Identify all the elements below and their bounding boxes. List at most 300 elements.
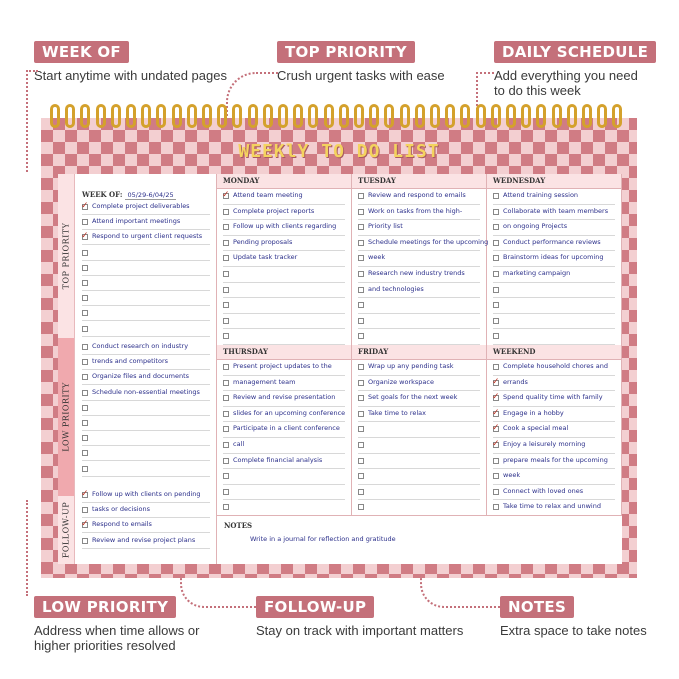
- check-mark-icon: ✓: [492, 391, 500, 402]
- task-text[interactable]: Wrap up any pending task: [368, 362, 454, 370]
- checkbox[interactable]: [358, 302, 364, 308]
- task-row: [82, 370, 210, 385]
- task-text[interactable]: Schedule non-essential meetings: [92, 387, 200, 396]
- checkbox[interactable]: [223, 364, 229, 370]
- checkbox[interactable]: [493, 504, 499, 510]
- task-row: [223, 251, 345, 267]
- spiral-ring: [612, 104, 622, 128]
- task-text[interactable]: week: [368, 253, 386, 262]
- task-row: [82, 488, 210, 503]
- spiral-ring: [202, 104, 212, 128]
- callout-tag: FOLLOW-UP: [256, 596, 374, 618]
- task-row: [223, 407, 345, 423]
- checkbox[interactable]: [82, 374, 88, 380]
- spiral-ring: [415, 104, 425, 128]
- checkbox[interactable]: [493, 473, 499, 479]
- task-row: [82, 276, 210, 291]
- checkbox[interactable]: [493, 193, 499, 199]
- task-text[interactable]: Conduct performance reviews: [503, 237, 601, 246]
- task-text[interactable]: Follow up with clients regarding: [233, 222, 337, 231]
- task-text[interactable]: trends and competitors: [92, 357, 169, 366]
- spiral-ring: [126, 104, 136, 128]
- task-row: [223, 314, 345, 330]
- desc-line: Add everything you need: [494, 68, 638, 83]
- task-row: [358, 407, 480, 423]
- desc-line: Address when time allows or: [34, 623, 200, 638]
- task-text[interactable]: Review and revise presentation: [233, 393, 336, 402]
- checkbox[interactable]: [82, 405, 88, 411]
- task-row: [358, 391, 480, 407]
- checkbox[interactable]: [223, 442, 229, 448]
- spiral-ring: [172, 104, 182, 128]
- day-column-wednesday: [487, 174, 622, 345]
- checkbox[interactable]: [493, 240, 499, 246]
- checkbox[interactable]: [82, 390, 88, 396]
- task-text[interactable]: Complete financial analysis: [233, 455, 323, 464]
- task-row: [82, 261, 210, 276]
- task-text[interactable]: Cook a special meal: [503, 424, 569, 433]
- spiral-ring: [536, 104, 546, 128]
- day-column-monday: [217, 174, 352, 345]
- checkbox[interactable]: [493, 224, 499, 230]
- day-column-thursday: [217, 345, 352, 515]
- check-mark-icon: ✓: [492, 406, 500, 417]
- spiral-ring: [248, 104, 258, 128]
- task-text[interactable]: Conduct research on industry: [92, 342, 189, 350]
- callout-notes: [500, 596, 647, 638]
- checkbox[interactable]: [223, 209, 229, 215]
- checkbox[interactable]: [358, 209, 364, 215]
- task-row: [493, 251, 615, 267]
- task-text[interactable]: Work on tasks from the high-: [368, 206, 463, 215]
- checkbox[interactable]: [493, 318, 499, 324]
- task-text[interactable]: Update task tracker: [233, 253, 298, 262]
- task-row: [82, 462, 210, 477]
- checkbox[interactable]: [493, 255, 499, 261]
- task-row: [82, 200, 210, 215]
- task-row: [82, 246, 210, 261]
- day-header: WEEKEND: [487, 345, 621, 360]
- task-row: [223, 391, 345, 407]
- task-text[interactable]: Attend important meetings: [92, 217, 181, 226]
- task-text[interactable]: Participate in a client conference: [233, 424, 340, 433]
- task-row: [82, 386, 210, 401]
- checkbox[interactable]: [223, 411, 229, 417]
- checkbox[interactable]: [358, 411, 364, 417]
- task-text[interactable]: Organize workspace: [368, 377, 434, 386]
- checkbox[interactable]: [358, 271, 364, 277]
- task-row: [358, 220, 480, 236]
- task-text[interactable]: prepare meals for the upcoming: [503, 455, 608, 464]
- checkbox[interactable]: [223, 318, 229, 324]
- task-text[interactable]: Research new industry trends: [368, 268, 465, 277]
- checkbox[interactable]: [358, 240, 364, 246]
- task-row: [82, 431, 210, 446]
- task-text[interactable]: Complete household chores and: [503, 362, 608, 370]
- task-row: [493, 236, 615, 252]
- callout-desc: Stay on track with important matters: [256, 623, 464, 638]
- spiral-binding: [50, 104, 630, 134]
- task-row: [82, 518, 210, 533]
- task-row: [493, 500, 615, 516]
- checkbox[interactable]: [223, 287, 229, 293]
- checkbox[interactable]: [358, 193, 364, 199]
- task-row: [223, 454, 345, 470]
- task-text[interactable]: Complete project reports: [233, 206, 315, 215]
- task-row: [82, 401, 210, 416]
- task-row: [82, 340, 210, 355]
- task-text[interactable]: Organize files and documents: [92, 372, 190, 381]
- task-text[interactable]: Set goals for the next week: [368, 393, 458, 402]
- task-text[interactable]: Review and respond to emails: [368, 191, 466, 199]
- task-row: [358, 485, 480, 501]
- task-row: [358, 251, 480, 267]
- planner-title: WEEKlY TO DO LIST: [238, 141, 440, 162]
- spiral-ring: [354, 104, 364, 128]
- checkbox[interactable]: [223, 395, 229, 401]
- spiral-ring: [384, 104, 394, 128]
- task-text[interactable]: week: [503, 471, 521, 480]
- spiral-ring: [232, 104, 242, 128]
- task-row: [223, 298, 345, 314]
- callout-week-of: [34, 41, 227, 83]
- task-row: [358, 298, 480, 314]
- task-text[interactable]: Spend quality time with family: [503, 393, 603, 402]
- notes-text[interactable]: Write in a journal for reflection and gratitude: [250, 535, 396, 543]
- callout-tag: DAILY SCHEDULE: [494, 41, 656, 63]
- checkbox[interactable]: [493, 489, 499, 495]
- task-row: [82, 503, 210, 518]
- task-row: [493, 298, 615, 314]
- checkbox[interactable]: [223, 255, 229, 261]
- check-mark-icon: ✓: [492, 437, 500, 448]
- task-row: [358, 314, 480, 330]
- task-row: [493, 438, 615, 454]
- checkbox[interactable]: [223, 240, 229, 246]
- task-row: [358, 267, 480, 283]
- checkbox[interactable]: [358, 395, 364, 401]
- callout-desc: Start anytime with undated pages: [34, 68, 227, 83]
- check-mark-icon: ✓: [81, 200, 89, 210]
- task-row: [223, 469, 345, 485]
- checkbox[interactable]: [493, 271, 499, 277]
- spiral-ring: [141, 104, 151, 128]
- side-label-top-priority: [58, 174, 75, 338]
- leader-line: [26, 70, 38, 172]
- task-text[interactable]: Brainstorm ideas for upcoming: [503, 253, 604, 262]
- task-row: [223, 283, 345, 299]
- task-text[interactable]: Complete project deliverables: [92, 202, 190, 210]
- task-text[interactable]: marketing campaign: [503, 268, 571, 277]
- task-row: [493, 220, 615, 236]
- checkbox[interactable]: [82, 420, 88, 426]
- task-text[interactable]: Pending proposals: [233, 237, 293, 246]
- task-row: [493, 376, 615, 392]
- task-row: [358, 469, 480, 485]
- checkbox[interactable]: [82, 450, 88, 456]
- check-mark-icon: ✓: [222, 189, 230, 199]
- spiral-ring: [96, 104, 106, 128]
- checkbox[interactable]: [358, 333, 364, 339]
- spiral-ring: [506, 104, 516, 128]
- checkbox[interactable]: [82, 219, 88, 225]
- callout-tag: NOTES: [500, 596, 574, 618]
- task-text[interactable]: Connect with loved ones: [503, 486, 584, 495]
- task-row: [223, 376, 345, 392]
- task-text[interactable]: Engage in a hobby: [503, 408, 564, 417]
- spiral-ring: [187, 104, 197, 128]
- checkbox[interactable]: [493, 458, 499, 464]
- task-text[interactable]: Follow up with clients on pending: [92, 490, 201, 498]
- checkbox[interactable]: [223, 271, 229, 277]
- spiral-ring: [445, 104, 455, 128]
- day-header: MONDAY: [217, 174, 351, 189]
- task-row: [493, 329, 615, 345]
- days-grid: [216, 174, 623, 564]
- task-row: [358, 205, 480, 221]
- task-text[interactable]: Present project updates to the: [233, 362, 332, 370]
- task-row: [223, 438, 345, 454]
- task-text[interactable]: management team: [233, 377, 296, 386]
- task-row: [82, 322, 210, 337]
- task-text[interactable]: tasks or decisions: [92, 505, 151, 514]
- task-row: [493, 407, 615, 423]
- task-row: [493, 314, 615, 330]
- task-text[interactable]: Collaborate with team members: [503, 206, 609, 215]
- day-header: WEDNESDAY: [487, 174, 621, 189]
- task-row: [82, 534, 210, 549]
- checkbox[interactable]: [358, 489, 364, 495]
- task-row: [358, 422, 480, 438]
- task-row: [493, 454, 615, 470]
- spiral-ring: [324, 104, 334, 128]
- callout-low-priority: [34, 596, 199, 653]
- checkbox[interactable]: [82, 435, 88, 441]
- day-column-weekend: [487, 345, 622, 515]
- spiral-ring: [278, 104, 288, 128]
- week-of-label: WEEK OF:: [82, 190, 123, 199]
- spiral-ring: [217, 104, 227, 128]
- task-row: [358, 500, 480, 516]
- checkbox[interactable]: [82, 280, 88, 286]
- checkbox[interactable]: [358, 380, 364, 386]
- callout-daily-schedule: [494, 41, 656, 98]
- spiral-ring: [156, 104, 166, 128]
- task-text[interactable]: Respond to emails: [92, 520, 152, 529]
- task-row: [82, 215, 210, 230]
- checkbox[interactable]: [358, 255, 364, 261]
- spiral-ring: [552, 104, 562, 128]
- callout-tag: TOP PRIORITY: [277, 41, 415, 63]
- priority-column: [58, 174, 216, 564]
- checkbox[interactable]: [223, 224, 229, 230]
- task-text[interactable]: Take time to relax: [368, 408, 426, 417]
- desc-line: to do this week: [494, 83, 581, 98]
- task-row: [223, 422, 345, 438]
- spiral-ring: [263, 104, 273, 128]
- week-of-value[interactable]: 05/29-6/04/25: [127, 191, 174, 199]
- checkbox[interactable]: [358, 458, 364, 464]
- task-row: [358, 454, 480, 470]
- checkbox[interactable]: [223, 380, 229, 386]
- task-text[interactable]: errands: [503, 377, 528, 386]
- checkbox[interactable]: [358, 442, 364, 448]
- task-row: [358, 236, 489, 252]
- planner-sheet: [58, 174, 622, 564]
- task-row: [223, 485, 345, 501]
- checkbox[interactable]: [82, 310, 88, 316]
- task-row: [358, 360, 480, 376]
- task-text[interactable]: call: [233, 439, 245, 448]
- task-row: [223, 236, 345, 252]
- task-row: [358, 283, 480, 299]
- checkbox[interactable]: [493, 287, 499, 293]
- task-text[interactable]: Enjoy a leisurely morning: [503, 439, 586, 448]
- task-text[interactable]: Review and revise project plans: [92, 535, 196, 544]
- checkbox[interactable]: [358, 364, 364, 370]
- task-row: [82, 306, 210, 321]
- desc-line: higher priorities resolved: [34, 638, 176, 653]
- checkbox[interactable]: [493, 364, 499, 370]
- spiral-ring: [400, 104, 410, 128]
- task-row: [223, 205, 345, 221]
- task-text[interactable]: on ongoing Projects: [503, 222, 568, 231]
- spiral-ring: [65, 104, 75, 128]
- task-text[interactable]: Respond to urgent client requests: [92, 232, 203, 241]
- task-row: [493, 267, 615, 283]
- side-label-text: FOLLOW-UP: [61, 501, 71, 559]
- task-row: [358, 438, 480, 454]
- task-row: [493, 189, 615, 205]
- spiral-ring: [567, 104, 577, 128]
- checkbox[interactable]: [82, 265, 88, 271]
- task-row: [223, 360, 345, 376]
- side-label-text: LOW PRIORITY: [61, 382, 71, 452]
- checkbox[interactable]: [82, 295, 88, 301]
- check-mark-icon: ✓: [81, 518, 89, 529]
- side-label-low-priority: [58, 338, 75, 496]
- spiral-ring: [80, 104, 90, 128]
- spiral-ring: [476, 104, 486, 128]
- check-mark-icon: ✓: [492, 375, 500, 386]
- check-mark-icon: ✓: [81, 230, 89, 241]
- notes-section: [216, 515, 622, 565]
- checkbox[interactable]: [223, 458, 229, 464]
- checkbox[interactable]: [223, 333, 229, 339]
- checkbox[interactable]: [223, 504, 229, 510]
- task-row: [82, 355, 210, 370]
- spiral-ring: [582, 104, 592, 128]
- task-row: [223, 329, 345, 345]
- spiral-ring: [50, 104, 60, 128]
- spiral-ring: [491, 104, 501, 128]
- planner-title-band: [41, 138, 637, 166]
- task-row: [493, 469, 615, 485]
- spiral-ring: [521, 104, 531, 128]
- task-row: [358, 329, 480, 345]
- callout-desc: Extra space to take notes: [500, 623, 647, 638]
- task-row: [82, 230, 210, 245]
- task-text[interactable]: slides for an upcoming conference: [233, 408, 346, 417]
- task-text[interactable]: Take time to relax and unwind: [503, 502, 601, 511]
- spiral-ring: [460, 104, 470, 128]
- day-header: THURSDAY: [217, 345, 351, 360]
- task-row: [493, 391, 615, 407]
- checkbox[interactable]: [82, 538, 88, 544]
- task-row: [82, 416, 210, 431]
- check-mark-icon: ✓: [492, 422, 500, 433]
- checkbox[interactable]: [82, 359, 88, 365]
- checkbox[interactable]: [493, 333, 499, 339]
- task-row: [358, 376, 480, 392]
- task-row: [223, 267, 345, 283]
- task-row: [358, 189, 480, 205]
- task-row: [223, 500, 345, 516]
- checkbox[interactable]: [493, 302, 499, 308]
- task-text[interactable]: Attend team meeting: [233, 191, 303, 199]
- notes-label: NOTES: [224, 521, 253, 530]
- callout-tag: WEEK OF: [34, 41, 129, 63]
- checkbox[interactable]: [82, 326, 88, 332]
- checkbox[interactable]: [358, 504, 364, 510]
- checkbox[interactable]: [358, 426, 364, 432]
- checkbox[interactable]: [82, 250, 88, 256]
- checkbox[interactable]: [82, 466, 88, 472]
- task-text[interactable]: Schedule meetings for the upcoming: [368, 237, 489, 246]
- spiral-ring: [369, 104, 379, 128]
- checkbox[interactable]: [82, 507, 88, 513]
- callout-desc: [34, 623, 199, 653]
- task-row: [493, 360, 615, 376]
- day-column-friday: [352, 345, 487, 515]
- spiral-ring: [308, 104, 318, 128]
- spiral-ring: [293, 104, 303, 128]
- spiral-ring: [430, 104, 440, 128]
- checkbox[interactable]: [358, 287, 364, 293]
- task-row: [223, 189, 345, 205]
- checkbox[interactable]: [358, 473, 364, 479]
- task-row: [493, 485, 615, 501]
- task-row: [493, 283, 615, 299]
- spiral-ring: [597, 104, 607, 128]
- checkbox[interactable]: [223, 473, 229, 479]
- side-label-follow-up: [58, 496, 75, 564]
- task-text[interactable]: Priority list: [368, 222, 403, 231]
- callout-tag: LOW PRIORITY: [34, 596, 176, 618]
- checkbox[interactable]: [223, 489, 229, 495]
- day-header: FRIDAY: [352, 345, 486, 360]
- task-text[interactable]: Attend training session: [503, 191, 579, 199]
- checkbox[interactable]: [82, 344, 88, 350]
- task-row: [223, 220, 345, 236]
- checkbox[interactable]: [223, 302, 229, 308]
- checkbox[interactable]: [493, 209, 499, 215]
- task-row: [493, 422, 615, 438]
- checkbox[interactable]: [223, 426, 229, 432]
- spiral-ring: [339, 104, 349, 128]
- checkbox[interactable]: [358, 318, 364, 324]
- callout-desc: [494, 68, 656, 98]
- task-text[interactable]: and technologies: [368, 284, 424, 293]
- task-row: [82, 291, 210, 306]
- spiral-ring: [111, 104, 121, 128]
- callout-top-priority: [277, 41, 445, 83]
- week-of-row: [82, 190, 210, 199]
- callout-desc: Crush urgent tasks with ease: [277, 68, 445, 83]
- checkbox[interactable]: [358, 224, 364, 230]
- check-mark-icon: ✓: [81, 488, 89, 498]
- task-row: [82, 446, 210, 461]
